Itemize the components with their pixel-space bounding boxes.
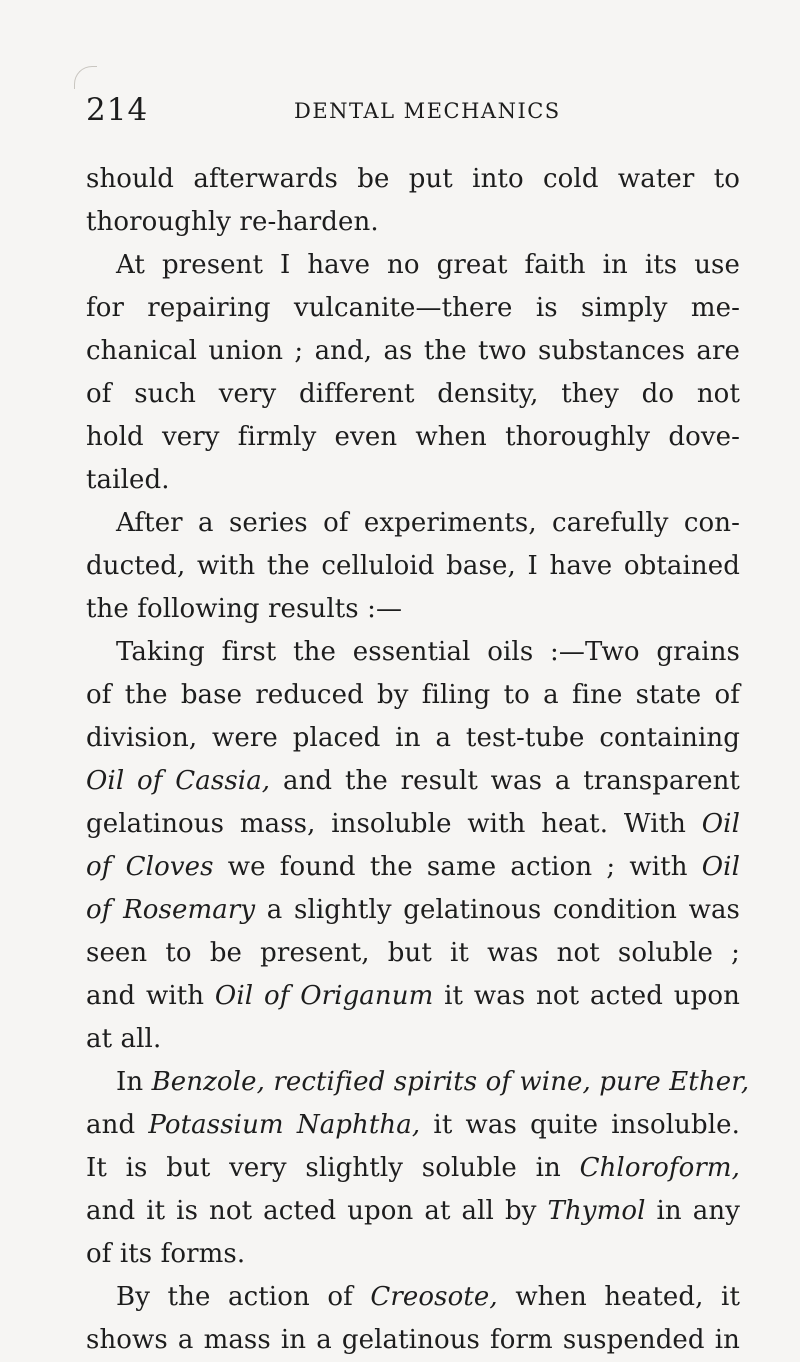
text-line: [86, 1061, 750, 1104]
text-run: it was quite insoluble.: [420, 1110, 740, 1140]
text-run: when heated, it: [497, 1282, 741, 1312]
italic-term: Chloroform,: [579, 1153, 740, 1183]
text-line: [86, 1276, 740, 1319]
text-line: [86, 803, 740, 846]
text-line: [86, 889, 740, 932]
text-run: In: [116, 1067, 152, 1097]
text-line: tailed.: [86, 465, 170, 495]
text-line: ducted, with the celluloid base, I have obtained: [86, 551, 740, 581]
italic-term: Thymol: [547, 1196, 646, 1226]
text-line: [86, 1104, 740, 1147]
text-line: hold very firmly even when thoroughly dove-: [86, 422, 740, 452]
text-line: should afterwards be put into cold water to: [86, 164, 740, 194]
text-line: for repairing vulcanite—there is simply me-: [86, 293, 740, 323]
text-line: of the base reduced by filing to a fine state of: [86, 680, 740, 710]
text-run: gelatinous mass, insoluble with heat. With: [86, 809, 702, 839]
text-line: thoroughly re-harden.: [86, 207, 379, 237]
text-run: in any: [645, 1196, 740, 1226]
text-line: After a series of experiments, carefully con-: [116, 508, 740, 538]
text-line: [86, 760, 740, 803]
text-line: shows a mass in a gelatinous form suspended in: [86, 1325, 740, 1355]
text-line: of such very different density, they do not: [86, 379, 740, 409]
italic-term: Oil: [701, 809, 740, 839]
italic-term: Potassium Naphtha,: [148, 1110, 421, 1140]
text-line: division, were placed in a test-tube containing: [86, 723, 740, 753]
text-run: and with: [86, 981, 215, 1011]
italic-term: Oil of Cassia,: [86, 766, 271, 796]
text-line: seen to be present, but it was not soluble ;: [86, 938, 740, 968]
running-head: DENTAL MECHANICS: [294, 99, 561, 123]
text-run: a slightly gelatinous condition was: [255, 895, 740, 925]
text-run: and the result was a transparent: [270, 766, 740, 796]
italic-term: Oil of Origanum: [214, 981, 434, 1011]
text-run: It is but very slightly soluble in: [86, 1153, 580, 1183]
page-header: [86, 92, 726, 132]
page-number: 214: [86, 92, 149, 128]
text-line: [86, 975, 740, 1018]
text-run: By the action of: [116, 1282, 371, 1312]
text-line: Taking first the essential oils :—Two grains: [116, 637, 740, 667]
text-line: of its forms.: [86, 1239, 246, 1269]
italic-term: Oil: [701, 852, 740, 882]
page-corner-mark: [74, 66, 97, 89]
text-line: at all.: [86, 1024, 162, 1054]
italic-term: of Rosemary: [86, 895, 256, 925]
italic-term: of Cloves: [86, 852, 214, 882]
text-line: chanical union ; and, as the two substances are: [86, 336, 740, 366]
text-run: and it is not acted upon at all by: [86, 1196, 548, 1226]
text-line: [86, 1190, 740, 1233]
body-text: [86, 158, 750, 1362]
text-line: [86, 1147, 740, 1190]
text-run: and: [86, 1110, 149, 1140]
italic-term: Benzole, rectified spirits of wine, pure Ether,: [151, 1067, 750, 1097]
text-run: it was not acted upon: [433, 981, 740, 1011]
text-run: we found the same action ; with: [213, 852, 702, 882]
text-line: [86, 846, 740, 889]
italic-term: Creosote,: [370, 1282, 498, 1312]
text-line: the following results :—: [86, 594, 403, 624]
text-line: At present I have no great faith in its use: [116, 250, 740, 280]
